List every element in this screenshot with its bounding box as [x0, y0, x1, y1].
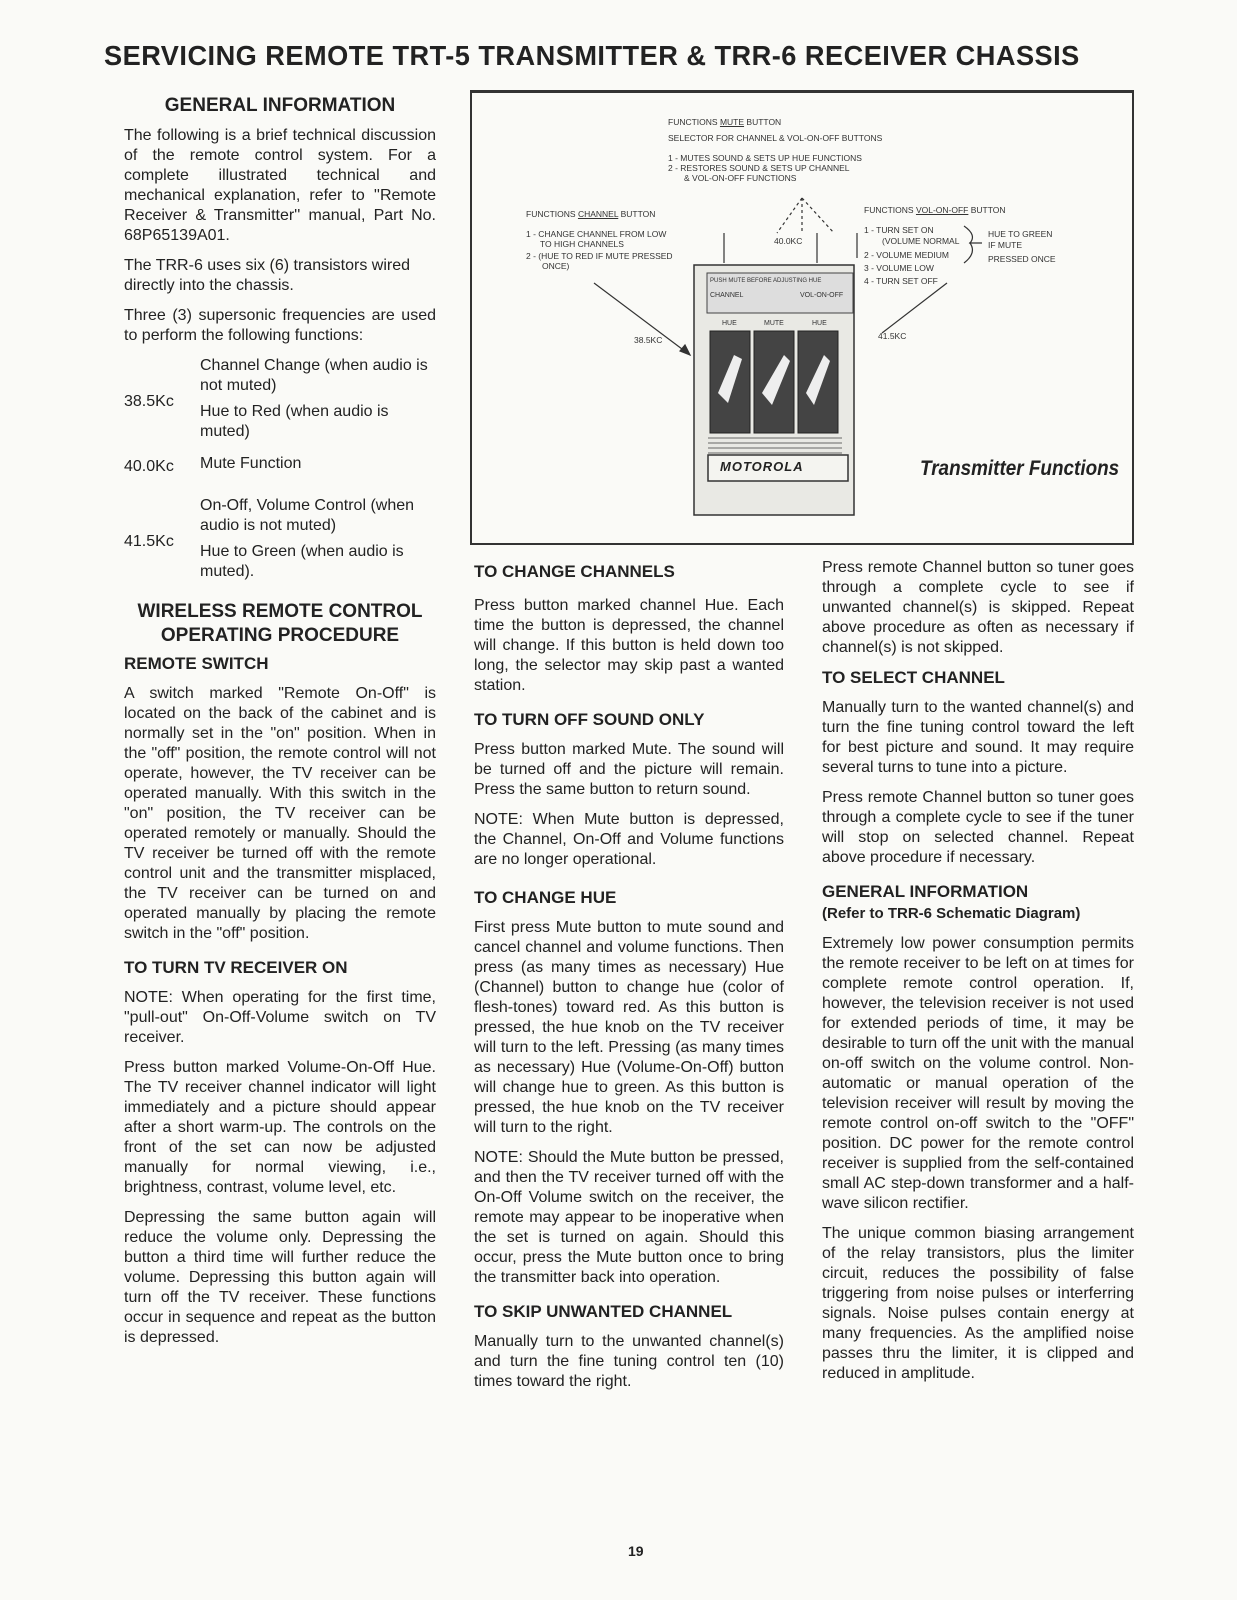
- freq-function: On-Off, Volume Control (when audio is not muted): [200, 497, 415, 534]
- vol-brace-line: IF MUTE: [988, 240, 1022, 250]
- receiver-general-subtitle: (Refer to TRR-6 Schematic Diagram): [822, 905, 1081, 922]
- vol-function-line: 4 - TURN SET OFF: [864, 276, 938, 286]
- freq-label-left: 38.5KC: [634, 335, 663, 345]
- freq-function: Hue to Green (when audio is muted).: [200, 543, 404, 580]
- middle-column: [474, 562, 784, 1402]
- freq-function: Mute Function: [200, 455, 302, 472]
- freq-code: 40.0Kc: [124, 458, 174, 475]
- channel-function-line: ONCE): [542, 261, 570, 271]
- vol-functions-title: FUNCTIONS VOL-ON-OFF BUTTON: [864, 205, 1006, 215]
- change-channels-paragraph: Press button marked channel Hue. Each time the button is depressed, the channel will change. If this button is held down too long, the selector may skip past a wanted station.: [474, 597, 784, 694]
- mute-function-line: SELECTOR FOR CHANNEL & VOL-ON-OFF BUTTONS: [668, 133, 883, 143]
- mute-function-line: 2 - RESTORES SOUND & SETS UP CHANNEL: [668, 163, 850, 173]
- turn-on-paragraph: Press button marked Volume-On-Off Hue. The TV receiver channel indicator will light immediately and a picture should appear after a short warm-up. The controls on the front of the set can now be adjusted manually for normal viewing, i.e., brightness, contrast, volume level, etc.: [124, 1059, 436, 1196]
- turn-off-sound-paragraph: Press button marked Mute. The sound will be turned off and the picture will remain. Press the same button to return sound.: [474, 741, 784, 798]
- remote-hue-label: HUE: [812, 320, 827, 327]
- general-information-heading: GENERAL INFORMATION: [164, 95, 396, 116]
- remote-channel-label: CHANNEL: [710, 292, 744, 299]
- skip-check-paragraph: Press remote Channel button so tuner goes through a complete cycle to see if unwanted channel(s) is skipped. Repeat above procedure as often as necessary if channel(s) is not skipped.: [822, 559, 1134, 656]
- select-channel-heading: TO SELECT CHANNEL: [822, 668, 1005, 687]
- channel-functions-title: FUNCTIONS CHANNEL BUTTON: [526, 209, 656, 219]
- mute-pressed-note: NOTE: Should the Mute button be pressed, and then the TV receiver turned off with the On-Off Volume switch on the receiver, the remote may appear to be inoperative when the set is turned on again. Should this occur, press the Mute button once to bring the transmitter back into operation.: [474, 1149, 784, 1286]
- left-column: [124, 96, 436, 1358]
- wireless-heading-line1: WIRELESS REMOTE CONTROL: [137, 601, 423, 622]
- right-column: [822, 558, 1134, 1394]
- freq-label-mid: 40.0KC: [774, 236, 803, 246]
- mute-function-line: 1 - MUTES SOUND & SETS UP HUE FUNCTIONS: [668, 153, 862, 163]
- freq-code: 41.5Kc: [124, 533, 174, 550]
- freq-function: Channel Change (when audio is not muted): [200, 357, 428, 394]
- diagram-caption: Transmitter Functions: [920, 457, 1120, 480]
- channel-function-line: 2 - (HUE TO RED IF MUTE PRESSED: [526, 251, 673, 261]
- frequency-40-0: [124, 454, 436, 480]
- change-hue-heading: TO CHANGE HUE: [474, 888, 617, 907]
- frequency-38-5: [124, 356, 436, 448]
- motorola-logo: MOTOROLA: [720, 459, 804, 474]
- mute-note: NOTE: When Mute button is depressed, the Channel, On-Off and Volume functions are no longer operational.: [474, 811, 784, 868]
- vol-function-line: (VOLUME NORMAL: [882, 236, 960, 246]
- vol-brace-line: HUE TO GREEN: [988, 229, 1053, 239]
- freq-code: 38.5Kc: [124, 393, 174, 410]
- transistors-paragraph: The TRR-6 uses six (6) transistors wired directly into the chassis.: [124, 257, 410, 294]
- wireless-heading: [124, 600, 436, 648]
- page-title: SERVICING REMOTE TRT-5 TRANSMITTER & TRR-6 RECEIVER CHASSIS: [104, 40, 1080, 71]
- frequencies-paragraph: Three (3) supersonic frequencies are used to perform the following functions:: [124, 307, 436, 344]
- mute-function-line: & VOL-ON-OFF FUNCTIONS: [684, 173, 797, 183]
- vol-function-line: 1 - TURN SET ON: [864, 225, 934, 235]
- turn-off-sound-heading: TO TURN OFF SOUND ONLY: [474, 710, 705, 729]
- remote-mute-label: MUTE: [764, 320, 784, 327]
- wireless-heading-line2: OPERATING PROCEDURE: [160, 625, 400, 646]
- receiver-general-title: GENERAL INFORMATION: [822, 882, 1029, 901]
- vol-function-line: 3 - VOLUME LOW: [864, 263, 934, 273]
- volume-paragraph: Depressing the same button again will reduce the volume only. Depressing the button a third time will further reduce the volume. Depressing this button again will turn off the TV receiver. These functions occur in sequence and repeat as the button is depressed.: [124, 1209, 436, 1346]
- remote-top-label: PUSH MUTE BEFORE ADJUSTING HUE: [710, 278, 822, 284]
- channel-function-line: TO HIGH CHANNELS: [540, 239, 624, 249]
- remote-switch-heading: REMOTE SWITCH: [124, 654, 269, 673]
- channel-function-line: 1 - CHANGE CHANNEL FROM LOW: [526, 229, 667, 239]
- vol-brace-line: PRESSED ONCE: [988, 254, 1056, 264]
- remote-vol-label: VOL-ON-OFF: [800, 292, 844, 299]
- select-check-paragraph: Press remote Channel button so tuner goes through a complete cycle to see if the tuner will stop on selected channel. Repeat above procedure if necessary.: [822, 789, 1134, 866]
- mute-functions-title: FUNCTIONS MUTE BUTTON: [668, 117, 782, 127]
- remote-switch-paragraph: A switch marked "Remote On-Off" is located on the back of the cabinet and is normally set in the "on" position. When in the "off" position, the remote control will not operate, however, the TV receiver can be operated manually. With this switch in the "on" position, the TV receiver can be operated remotely or manually. Should the TV receiver be turned off with the remote control unit and the transmitter misplaced, the TV receiver can be turned on and operated manually by placing the remote switch in the "off" position.: [124, 685, 436, 942]
- change-channels-heading: TO CHANGE CHANNELS: [474, 562, 675, 581]
- intro-paragraph: The following is a brief technical discussion of the remote control system. For a complete illustrated technical and mechanical explanation, refer to ''Remote Receiver & Transmitter'' manual, Part No. 68P65139A01.: [124, 127, 436, 244]
- change-hue-paragraph: First press Mute button to mute sound and cancel channel and volume functions. Then press (as many times as necessary) Hue (Channel) button to change hue (color of flesh-tones) toward red. As this button is pressed, the hue knob on the TV receiver will turn to the left. Pressing (as many times as necessary) Hue (Volume-On-Off) button will change hue to green. As this button is pressed, the hue knob on the TV receiver will turn to the right.: [474, 919, 784, 1136]
- frequency-41-5: [124, 496, 436, 588]
- freq-function: Hue to Red (when audio is muted): [200, 403, 389, 440]
- skip-channel-heading: TO SKIP UNWANTED CHANNEL: [474, 1302, 733, 1321]
- remote-hue-label: HUE: [722, 320, 737, 327]
- receiver-general-heading: [822, 882, 1134, 924]
- biasing-paragraph: The unique common biasing arrangement of the relay transistors, plus the limiter circuit, reduces the possibility of false triggering from noise pulses or interferring signals. Noise pulses contain energy at many frequencies. As the amplified noise passes thru the limiter, it is clipped and reduced in amplitude.: [822, 1225, 1134, 1382]
- turn-on-heading: TO TURN TV RECEIVER ON: [124, 958, 348, 977]
- power-paragraph: Extremely low power consumption permits the remote receiver to be left on at times for complete remote control operation. If, however, the television receiver is not used for extended periods of time, it may be desirable to turn off the unit with the manual on-off switch on the volume control. Non-automatic or manual operation of the television receiver will result by moving the remote control on-off switch to the "OFF" position. DC power for the remote control receiver is supplied from the self-contained small AC step-down transformer and a half-wave silicon rectifier.: [822, 935, 1134, 1212]
- freq-label-right: 41.5KC: [878, 331, 907, 341]
- vol-function-line: 2 - VOLUME MEDIUM: [864, 250, 950, 260]
- turn-on-note: NOTE: When operating for the first time, "pull-out" On-Off-Volume switch on TV receiver.: [124, 989, 436, 1046]
- page-number: 19: [628, 1543, 644, 1559]
- skip-channel-paragraph: Manually turn to the unwanted channel(s) and turn the fine tuning control ten (10) times toward the right.: [474, 1333, 784, 1390]
- select-channel-paragraph: Manually turn to the wanted channel(s) and turn the fine tuning control toward the left for best picture and sound. It may require several turns to tune into a picture.: [822, 699, 1134, 776]
